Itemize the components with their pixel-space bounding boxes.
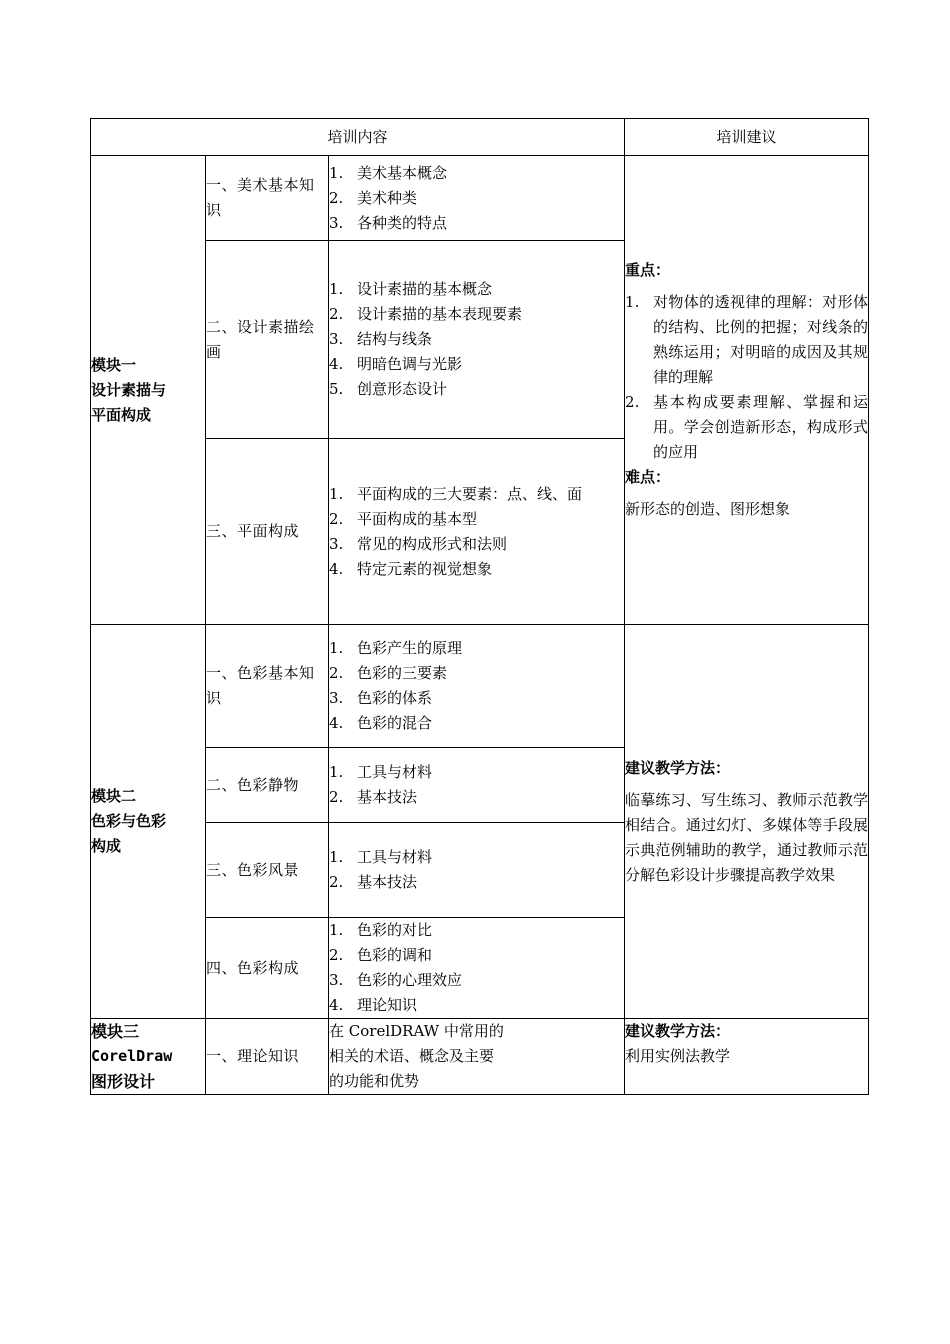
module-1-advice bbox=[625, 156, 869, 625]
header-content: 培训内容 bbox=[91, 119, 625, 156]
module-1-sub-2-items: 1. 设计素描的基本概念 2. 设计素描的基本表现要素 3. 结构与线条 4. 明暗色调与光影 5. 创意形态设计 bbox=[329, 241, 625, 439]
module-3-advice-text: 利用实例法教学 bbox=[625, 1047, 731, 1065]
module-3-advice bbox=[625, 1019, 869, 1095]
module-2-title: 模块二 色彩与色彩 构成 bbox=[91, 625, 206, 1019]
module-3-advice-label: 建议教学方法： bbox=[625, 1022, 731, 1040]
module-2-sub-1-items: 1. 色彩产生的原理 2. 色彩的三要素 3. 色彩的体系 4. 色彩的混合 bbox=[329, 625, 625, 748]
module-2-advice bbox=[625, 625, 869, 1019]
module-1-sub-3: 三、平面构成 bbox=[206, 439, 329, 625]
training-table bbox=[90, 118, 869, 1095]
module-2-sub-2-items: 1. 工具与材料 2. 基本技法 bbox=[329, 748, 625, 823]
module-1-sub-1-items: 1. 美术基本概念 2. 美术种类 3. 各种类的特点 bbox=[329, 156, 625, 241]
module-2-advice-text: 临摹练习、写生练习、教师示范教学相结合。通过幻灯、多媒体等手段展示典范例辅助的教学，通过教师示范分解色彩设计步骤提高教学效果 bbox=[625, 790, 869, 884]
module-1-sub-3-items: 1. 平面构成的三大要素：点、线、面 2. 平面构成的基本型 3. 常见的构成形式和法则 4. 特定元素的视觉想象 bbox=[329, 439, 625, 625]
module-1-sub-1: 一、美术基本知识 bbox=[206, 156, 329, 241]
module-2-sub-4: 四、色彩构成 bbox=[206, 918, 329, 1019]
module-2-sub-4-items: 1. 色彩的对比 2. 色彩的调和 3. 色彩的心理效应 4. 理论知识 bbox=[329, 918, 625, 1019]
difficulty-label: 难点： bbox=[625, 468, 671, 486]
module-1-sub-2: 二、设计素描绘画 bbox=[206, 241, 329, 439]
difficulty-text: 新形态的创造、图形想象 bbox=[625, 500, 791, 518]
header-advice: 培训建议 bbox=[625, 119, 869, 156]
module-2-sub-3: 三、色彩风景 bbox=[206, 823, 329, 918]
module-2-sub-3-items: 1. 工具与材料 2. 基本技法 bbox=[329, 823, 625, 918]
module-1-title: 模块一 设计素描与 平面构成 bbox=[91, 156, 206, 625]
module-2-sub-1: 一、色彩基本知识 bbox=[206, 625, 329, 748]
module-2-sub-2: 二、色彩静物 bbox=[206, 748, 329, 823]
key-points-list: 1. 对物体的透视律的理解：对形体的结构、比例的把握；对线条的熟练运用；对明暗的成因及其规律的理解 2. 基本构成要素理解、掌握和运用。学会创造新形态，构成形式的应用 bbox=[625, 293, 869, 461]
module-3-title: 模块三 CorelDraw 图形设计 bbox=[91, 1019, 206, 1095]
module-3-sub-1: 一、理论知识 bbox=[206, 1019, 329, 1095]
module-3-sub-1-text: 在 CorelDRAW 中常用的 相关的术语、概念及主要 的功能和优势 bbox=[329, 1019, 625, 1095]
key-points-label: 重点： bbox=[625, 261, 671, 279]
module-2-advice-label: 建议教学方法： bbox=[625, 758, 731, 777]
